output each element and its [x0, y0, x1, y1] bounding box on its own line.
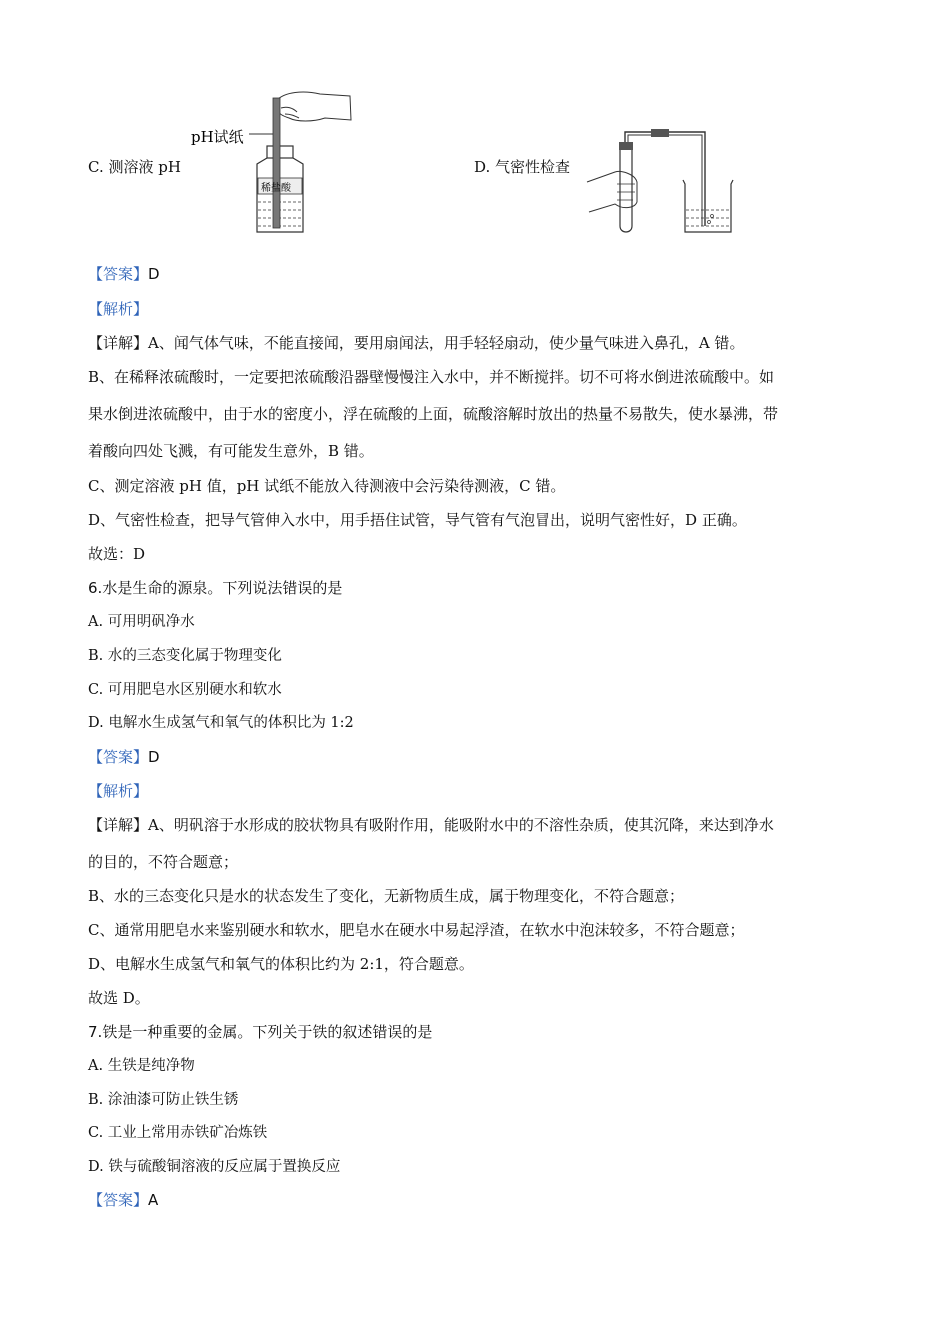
q7-option-a: A. 生铁是纯净物: [88, 1058, 195, 1074]
q6-detail-line: 的目的，不符合题意；: [88, 853, 239, 871]
q7-question: [88, 1022, 432, 1042]
q5-detail-line: D、气密性检查，把导气管伸入水中，用手捂住试管，导气管有气泡冒出，说明气密性好，D 正确。: [88, 511, 747, 529]
answer-value: D: [148, 748, 160, 766]
q7-answer: [88, 1190, 158, 1210]
q7-option-b: B. 涂油漆可防止铁生锈: [88, 1092, 239, 1108]
q6-detail-line: 【详解】A、明矾溶于水形成的胶状物具有吸附作用，能吸附水中的不溶性杂质，使其沉降，来达到净水: [88, 816, 774, 834]
ph-paper-label: pH试纸: [191, 128, 244, 146]
ph-test-figure: [185, 86, 360, 236]
q5-detail-line: 果水倒进浓硫酸中，由于水的密度小，浮在硫酸的上面，硫酸溶解时放出的热量不易散失，使水暴沸，带: [88, 405, 779, 423]
q5-detail-line: 故选：D: [88, 545, 146, 563]
q6-question: [88, 578, 342, 598]
q7-option-d: D. 铁与硫酸铜溶液的反应属于置换反应: [88, 1159, 341, 1175]
q5-detail-line: B、在稀释浓硫酸时，一定要把浓硫酸沿器壁慢慢注入水中，并不断搅拌。切不可将水倒进浓硫酸中。如: [88, 368, 775, 386]
question-text: 水是生命的源泉。下列说法错误的是: [102, 579, 343, 597]
q6-detail-line: B、水的三态变化只是水的状态发生了变化，无新物质生成，属于物理变化，不符合题意；: [88, 887, 685, 905]
figure-c-label: C. 测溶液 pH: [88, 158, 181, 176]
q6-option-d: D. 电解水生成氢气和氧气的体积比为 1:2: [88, 715, 354, 731]
figure-d-label: D. 气密性检查: [474, 158, 571, 176]
airtightness-figure: [585, 122, 735, 237]
question-text: 铁是一种重要的金属。下列关于铁的叙述错误的是: [102, 1023, 433, 1041]
question-number: 7.: [88, 1023, 103, 1041]
q6-option-c: C. 可用肥皂水区别硬水和软水: [88, 682, 282, 698]
bottle-label: 稀盐酸: [261, 183, 291, 194]
answer-tag: 【答案】: [88, 1191, 149, 1209]
q6-analysis-tag: 【解析】: [88, 782, 149, 800]
question-number: 6.: [88, 579, 103, 597]
q6-option-b: B. 水的三态变化属于物理变化: [88, 648, 282, 664]
answer-tag: 【答案】: [88, 748, 149, 766]
answer-value: D: [148, 265, 160, 283]
hand-icon: [277, 92, 351, 121]
q5-answer: [88, 264, 160, 284]
q5-analysis-tag: 【解析】: [88, 300, 149, 318]
answer-value: A: [148, 1191, 159, 1209]
q7-option-c: C. 工业上常用赤铁矿冶炼铁: [88, 1125, 268, 1141]
q6-detail-line: 故选 D。: [88, 989, 150, 1007]
q5-detail-line: C、测定溶液 pH 值，pH 试纸不能放入待测液中会污染待测液，C 错。: [88, 477, 566, 495]
q6-answer: [88, 747, 160, 767]
q5-detail-line: 【详解】A、闻气体气味，不能直接闻，要用扇闻法，用手轻轻扇动，使少量气味进入鼻孔，A 错。: [88, 334, 745, 352]
q6-detail-line: D、电解水生成氢气和氧气的体积比约为 2:1，符合题意。: [88, 955, 474, 973]
q6-option-a: A. 可用明矾净水: [88, 614, 195, 630]
q6-detail-line: C、通常用肥皂水来鉴别硬水和软水，肥皂水在硬水中易起浮渣，在软水中泡沫较多，不符合题意；: [88, 921, 745, 939]
q5-detail-line: 着酸向四处飞溅，有可能发生意外，B 错。: [88, 442, 374, 460]
answer-tag: 【答案】: [88, 265, 149, 283]
